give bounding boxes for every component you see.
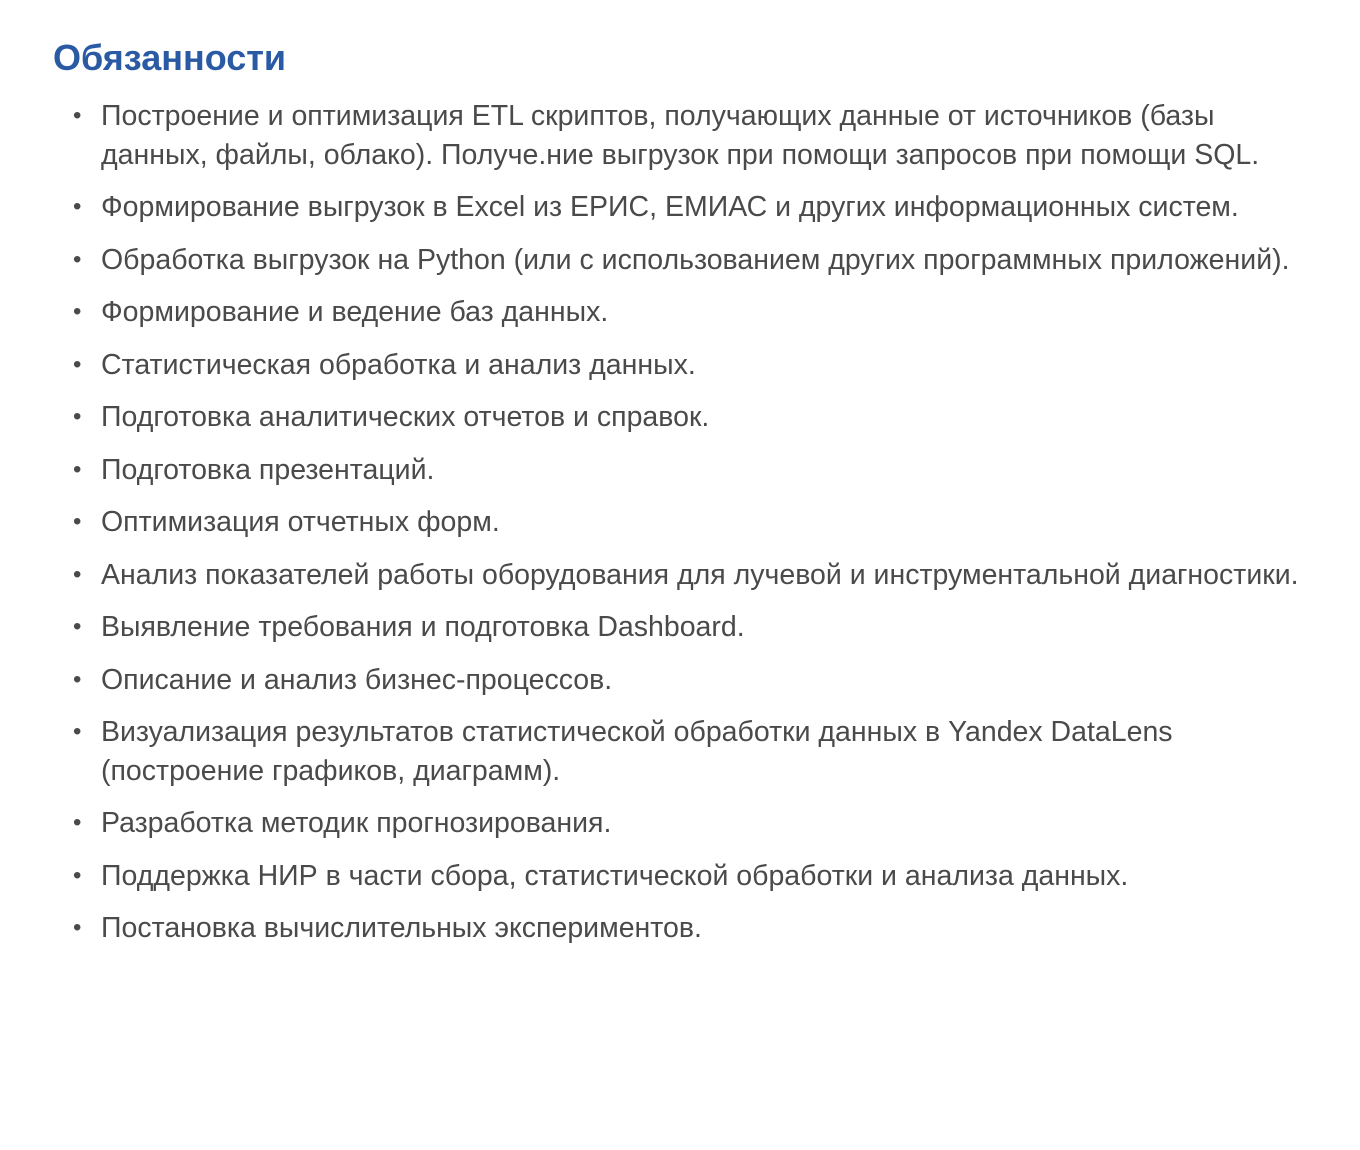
bullet-icon: • <box>73 665 82 693</box>
duty-text: Постановка вычислительных экспериментов. <box>101 912 702 944</box>
duty-text: Разработка методик прогнозирования. <box>101 807 612 839</box>
bullet-icon: • <box>73 350 82 378</box>
list-item <box>0 608 1360 647</box>
bullet-icon: • <box>73 102 82 129</box>
duty-text: Визуализация результатов статистической обработки данных в Yandex DataLens (построение графиков, диаграмм). <box>101 716 1173 787</box>
duty-text: Описание и анализ бизнес-процессов. <box>101 663 613 696</box>
list-item <box>0 857 1360 896</box>
list-item <box>0 713 1360 790</box>
bullet-icon: • <box>73 718 82 745</box>
list-item <box>0 661 1360 700</box>
bullet-icon: • <box>73 455 82 483</box>
bullet-icon: • <box>73 245 82 273</box>
list-item <box>0 503 1360 542</box>
duty-text: Построение и оптимизация ETL скриптов, получающих данные от источников (базы данных, файлы, облако). Получе.ние выгрузок при помощи запросов при помощи SQL. <box>101 100 1260 171</box>
duties-list <box>0 97 1360 962</box>
bullet-icon: • <box>73 298 82 325</box>
duty-text: Оптимизация отчетных форм. <box>101 506 500 538</box>
duty-text: Подготовка презентаций. <box>101 453 435 486</box>
duty-text: Анализ показателей работы оборудования для лучевой и инструментальной диагностики. <box>101 558 1299 591</box>
list-item <box>0 346 1360 385</box>
list-item <box>0 241 1360 280</box>
duty-text: Формирование выгрузок в Excel из ЕРИС, ЕМИАС и других информационных систем. <box>101 191 1239 223</box>
bullet-icon: • <box>73 809 82 836</box>
list-item <box>0 451 1360 490</box>
bullet-icon: • <box>73 403 82 430</box>
duty-text: Поддержка НИР в части сбора, статистической обработки и анализа данных. <box>101 859 1129 892</box>
list-item <box>0 909 1360 948</box>
list-item <box>0 293 1360 332</box>
list-item <box>0 97 1360 174</box>
bullet-icon: • <box>73 508 82 535</box>
duty-text: Обработка выгрузок на Python (или с использованием других программных приложений). <box>101 243 1290 276</box>
duty-text: Подготовка аналитических отчетов и справок. <box>101 401 710 433</box>
bullet-icon: • <box>73 560 82 588</box>
bullet-icon: • <box>73 861 82 889</box>
list-item <box>0 556 1360 595</box>
list-item <box>0 188 1360 227</box>
duty-text: Формирование и ведение баз данных. <box>101 296 609 328</box>
duty-text: Выявление требования и подготовка Dashboard. <box>101 611 745 643</box>
duty-text: Статистическая обработка и анализ данных. <box>101 348 696 381</box>
list-item <box>0 398 1360 437</box>
bullet-icon: • <box>73 914 82 941</box>
section-title: Обязанности <box>53 37 286 78</box>
bullet-icon: • <box>73 613 82 640</box>
bullet-icon: • <box>73 193 82 220</box>
list-item <box>0 804 1360 843</box>
